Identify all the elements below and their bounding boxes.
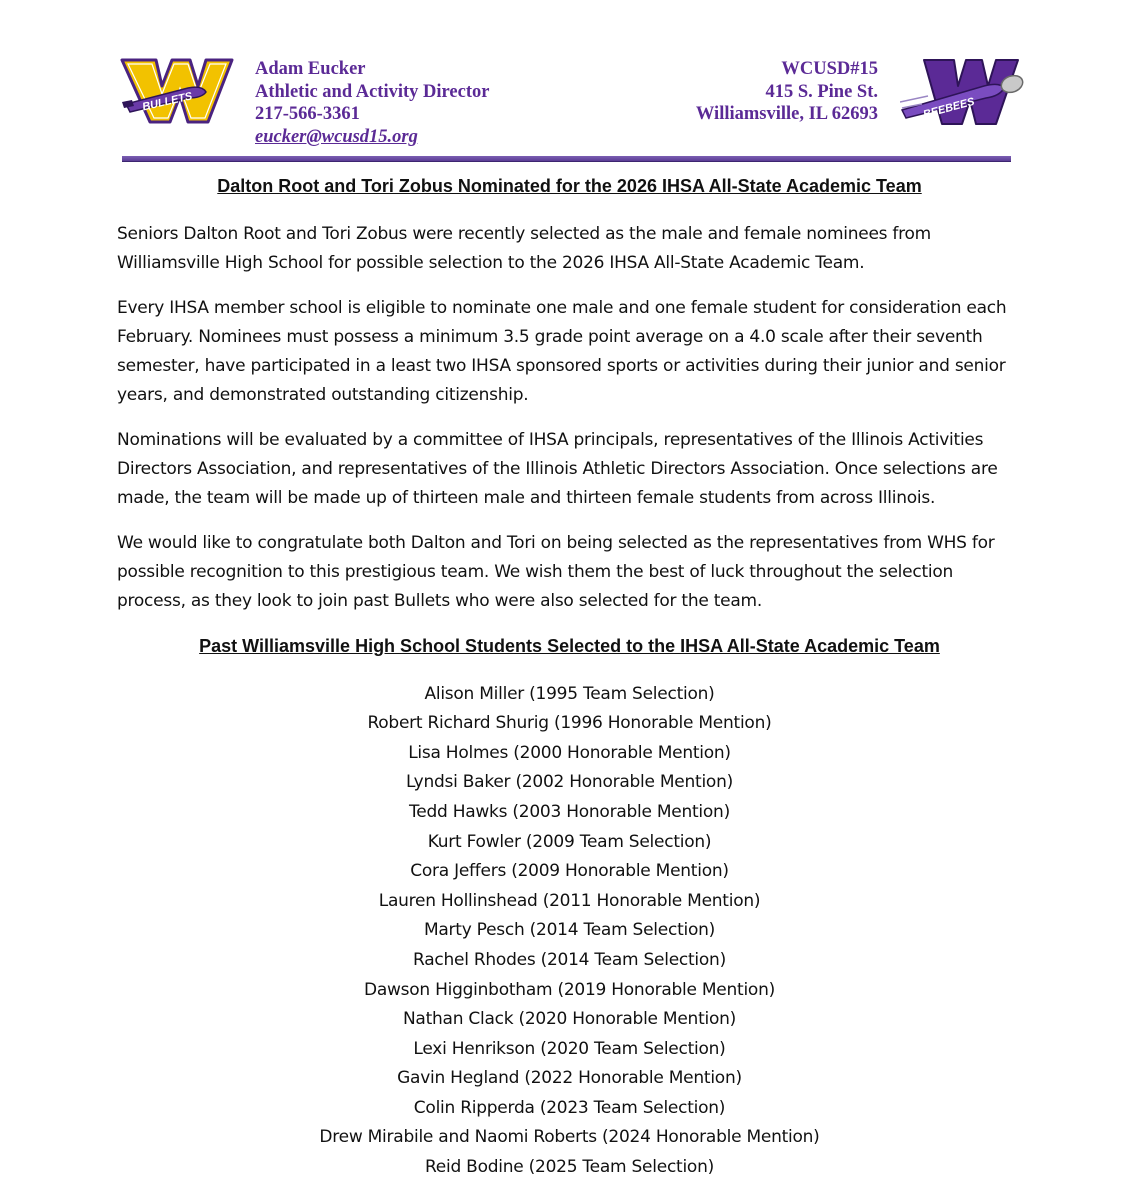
past-selections-list bbox=[117, 680, 1022, 1183]
list-item: Kurt Fowler (2009 Team Selection) bbox=[427, 831, 712, 852]
list-item: Cora Jeffers (2009 Honorable Mention) bbox=[410, 861, 729, 882]
list-item: Alison Miller (1995 Team Selection) bbox=[424, 683, 715, 704]
list-item: Marty Pesch (2014 Team Selection) bbox=[423, 920, 716, 941]
paragraph-1: Seniors Dalton Root and Tori Zobus were recently selected as the male and female nominees from Williamsville High School for possible selection to the 2026 IHSA All-State Academic Team. bbox=[117, 224, 931, 274]
paragraph-2: Every IHSA member school is eligible to nominate one male and one female student for consideration each February. Nominees must possess a minimum 3.5 grade point average on a 4.0 scale after their seventh semester, have participated in a least two IHSA sponsored sports or activities during their junior and senior years, and demonstrated outstanding citizenship. bbox=[117, 297, 1007, 406]
contact-phone: 217-566-3361 bbox=[255, 104, 360, 124]
address-city: Williamsville, IL 62693 bbox=[695, 104, 878, 124]
article-body bbox=[117, 174, 1022, 1183]
list-item: Lauren Hollinshead (2011 Honorable Mention) bbox=[378, 890, 761, 911]
list-item: Colin Ripperda (2023 Team Selection) bbox=[413, 1097, 726, 1118]
list-item: Lexi Henrikson (2020 Team Selection) bbox=[413, 1038, 726, 1059]
header-divider bbox=[122, 156, 1011, 162]
list-item: Rachel Rhodes (2014 Team Selection) bbox=[413, 949, 726, 970]
district-address-block bbox=[696, 58, 878, 126]
district-name: WCUSD#15 bbox=[781, 59, 878, 79]
list-item: Robert Richard Shurig (1996 Honorable Mention) bbox=[367, 713, 772, 734]
list-item: Reid Bodine (2025 Team Selection) bbox=[424, 1157, 714, 1178]
paragraph-3: Nominations will be evaluated by a committee of IHSA principals, representatives of the Illinois Activities Directors Association, and representatives of the Illinois Athletic Directors Association. Once selections are made, the team will be made up of thirteen male and thirteen female students from across Illinois. bbox=[117, 429, 998, 509]
contact-block bbox=[255, 58, 489, 148]
letterhead bbox=[0, 0, 1142, 170]
list-item: Nathan Clack (2020 Honorable Mention) bbox=[402, 1009, 737, 1030]
paragraph-4: We would like to congratulate both Dalton and Tori on being selected as the representatives from WHS for possible recognition to this prestigious team. We wish them the best of luck throughout the selection process, as they look to join past Bullets who were also selected for the team. bbox=[117, 532, 995, 612]
list-item: Lyndsi Baker (2002 Honorable Mention) bbox=[406, 772, 733, 793]
list-item: Lisa Holmes (2000 Honorable Mention) bbox=[408, 742, 731, 763]
contact-email-link[interactable]: eucker@wcusd15.org bbox=[255, 126, 418, 147]
past-selections-heading: Past Williamsville High School Students Selected to the IHSA All-State Academic Team bbox=[199, 635, 940, 656]
contact-name: Adam Eucker bbox=[255, 59, 366, 79]
list-item: Gavin Hegland (2022 Honorable Mention) bbox=[397, 1068, 742, 1089]
article-headline: Dalton Root and Tori Zobus Nominated for the 2026 IHSA All-State Academic Team bbox=[217, 176, 922, 196]
list-item: Tedd Hawks (2003 Honorable Mention) bbox=[409, 801, 730, 822]
address-street: 415 S. Pine St. bbox=[765, 81, 878, 102]
beebees-logo bbox=[900, 56, 1032, 128]
contact-title: Athletic and Activity Director bbox=[255, 81, 490, 102]
beebees-wordmark: BEEBEES bbox=[921, 95, 976, 121]
bullets-logo bbox=[118, 56, 236, 126]
list-item: Dawson Higginbotham (2019 Honorable Mention) bbox=[364, 979, 775, 1000]
bullets-wordmark: BULLETS bbox=[141, 90, 194, 114]
list-item: Drew Mirabile and Naomi Roberts (2024 Honorable Mention) bbox=[319, 1127, 820, 1148]
